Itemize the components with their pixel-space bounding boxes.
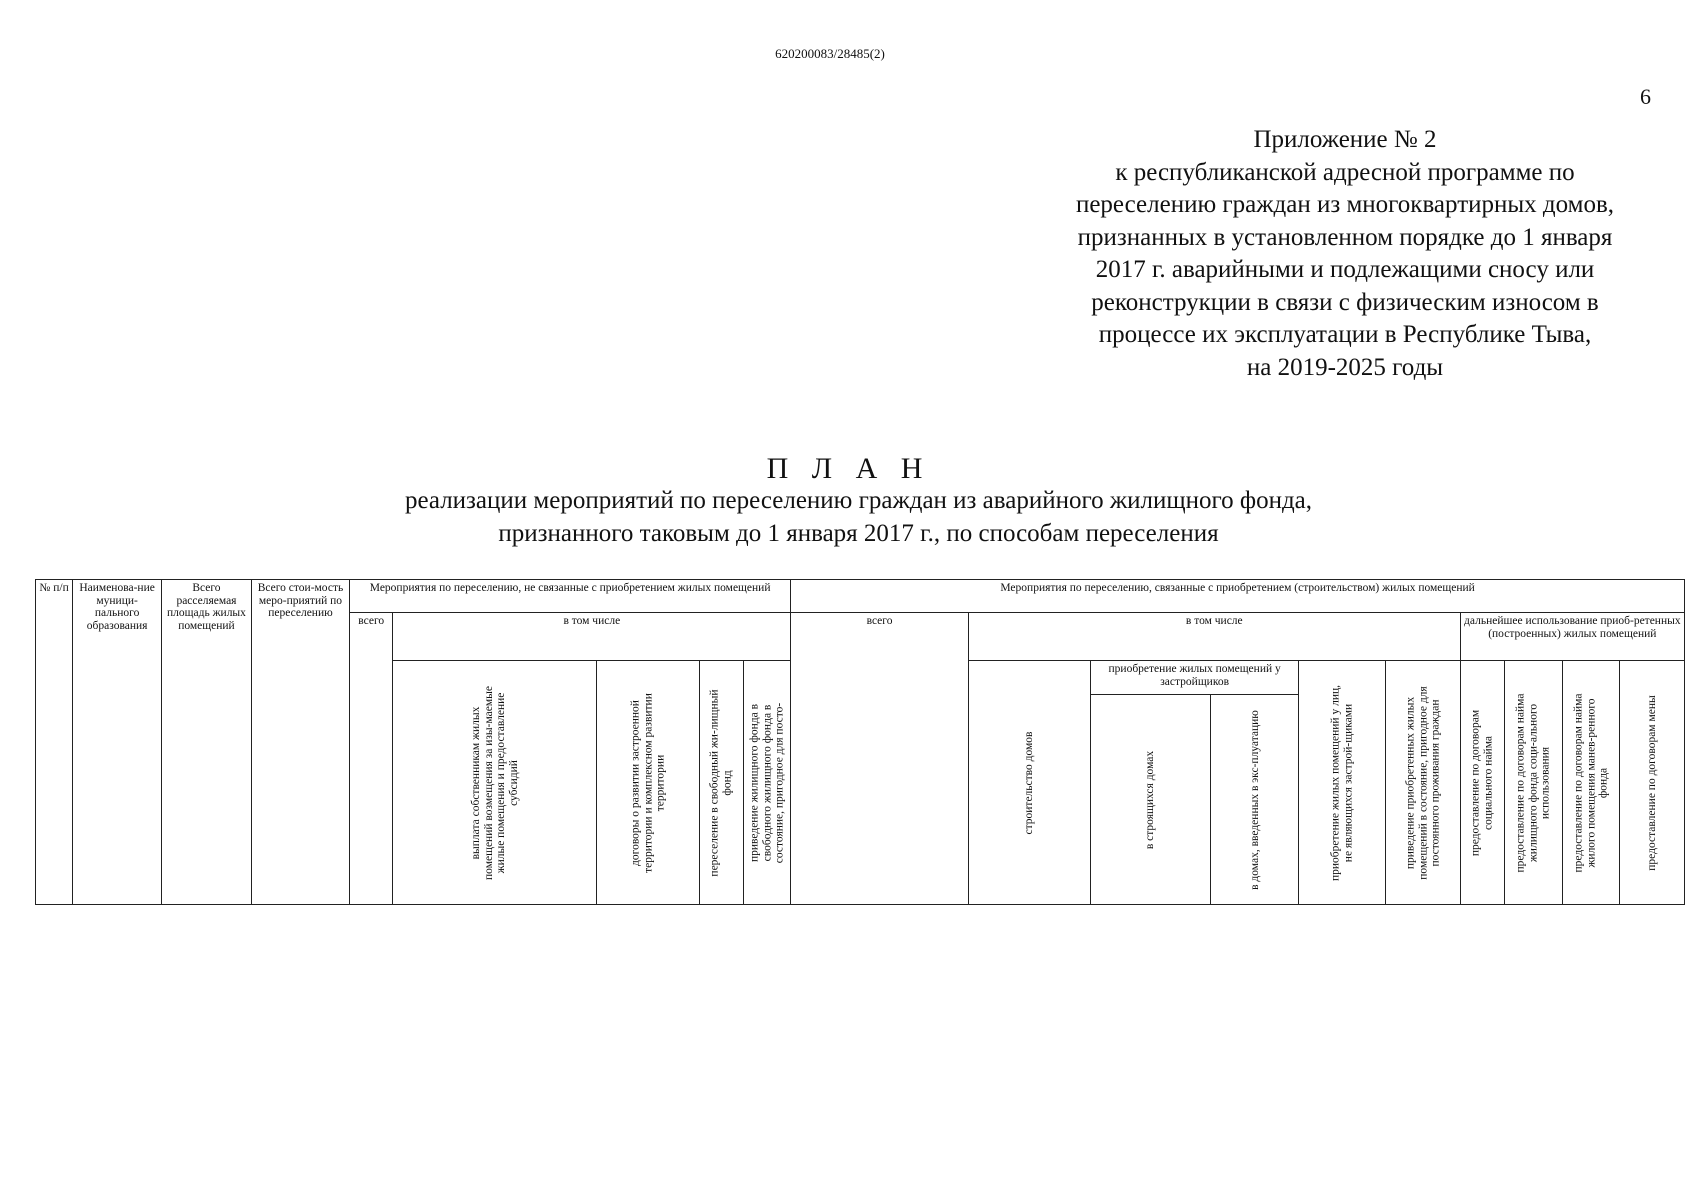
appendix-title: Приложение № 2	[1253, 126, 1437, 153]
header-total-not-related: всего	[350, 613, 393, 905]
header-purchase-developers: приобретение жилых помещений у застройщиков	[1090, 661, 1299, 695]
header-social-rent: предоставление по договорам социального найма	[1460, 661, 1504, 905]
plan-table-wrapper	[35, 579, 1685, 905]
plan-title: П Л А Н	[766, 452, 931, 485]
header-free-fund: переселение в свободный жи-лищный фонд	[700, 661, 743, 905]
document-number: 620200083/28485(2)	[775, 46, 885, 61]
header-municipality: Наименова-ние муници-пального образования	[73, 580, 162, 905]
header-construction: строительство домов	[968, 661, 1090, 905]
header-commissioned: в домах, введенных в экс-плуатацию	[1210, 695, 1299, 905]
appendix-block	[1030, 124, 1660, 384]
header-group-related: Мероприятия по переселению, связанные с приобретением (строительством) жилых помещений	[791, 580, 1685, 613]
header-social-use-rent: предоставление по договорам найма жилищного фонда соци-ального использования	[1505, 661, 1563, 905]
plan-subtitle-line: реализации мероприятий по переселению граждан из аварийного жилищного фонда,	[404, 487, 1313, 514]
appendix-line: процессе их эксплуатации в Республике Тыва,	[1098, 321, 1592, 348]
appendix-line: признанных в установленном порядке до 1 января	[1077, 223, 1613, 251]
header-including-related: в том числе	[968, 613, 1460, 661]
header-including-not-related: в том числе	[393, 613, 791, 661]
header-total-related: всего	[791, 613, 969, 905]
plan-subtitle	[260, 484, 1457, 550]
appendix-line: переселению граждан из многоквартирных домов,	[1075, 191, 1615, 218]
header-payment: выплата собственникам жилых помещений возмещения за изы-маемые жилые помещения и предоставление субсидий	[393, 661, 597, 905]
header-exchange: предоставление по договорам мены	[1619, 661, 1684, 905]
header-purchase-non-developers: приобретение жилых помещений у лиц, не являющихся застрой-щиками	[1299, 661, 1386, 905]
plan-subtitle-line: признанного таковым до 1 января 2017 г., по способам переселения	[498, 520, 1219, 547]
header-number: № п/п	[36, 580, 73, 905]
header-under-construction: в строящихся домах	[1090, 695, 1210, 905]
appendix-line: на 2019-2025 годы	[1246, 353, 1444, 381]
header-total-cost: Всего стои-мость меро-приятий по переселению	[251, 580, 349, 905]
header-free-fund-condition: приведение жилищного фонда в свободного жилищного фонда в состояние, пригодное для посто-	[743, 661, 791, 905]
header-bring-condition: приведение приобретенных жилых помещений в состояние, пригодное для постоянного проживания граждан	[1386, 661, 1460, 905]
appendix-line: реконструкции в связи с физическим износом в	[1091, 288, 1599, 316]
header-maneuver-fund: предоставление по договорам найма жилого помещения манев-ренного фонда	[1562, 661, 1619, 905]
appendix-line: 2017 г. аварийными и подлежащими сносу или	[1095, 256, 1595, 283]
header-territory-contracts: договоры о развитии застроенной территории и комплексном развитии территории	[596, 661, 699, 905]
appendix-line: к республиканской адресной программе по	[1115, 158, 1575, 186]
page-number: 6	[1640, 84, 1651, 109]
plan-table	[35, 579, 1685, 905]
header-group-not-related: Мероприятия по переселению, не связанные с приобретением жилых помещений	[350, 580, 791, 613]
header-further-use: дальнейшее использование приоб-ретенных (построенных) жилых помещений	[1460, 613, 1684, 661]
header-total-area: Всего расселяемая площадь жилых помещений	[162, 580, 252, 905]
